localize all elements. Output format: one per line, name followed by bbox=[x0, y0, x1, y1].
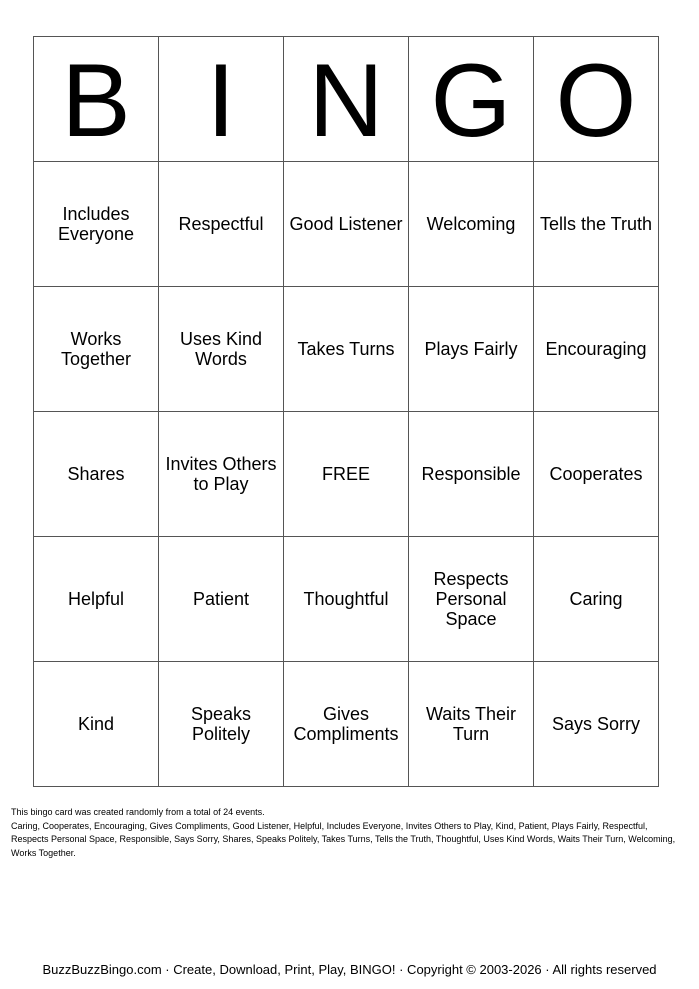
bingo-cell: Respects Personal Space bbox=[409, 537, 534, 662]
bingo-cell: Waits Their Turn bbox=[409, 662, 534, 787]
bingo-cell: Caring bbox=[534, 537, 659, 662]
bingo-cell: Invites Others to Play bbox=[159, 412, 284, 537]
bingo-cell: Good Listener bbox=[284, 162, 409, 287]
bingo-cell: Patient bbox=[159, 537, 284, 662]
bingo-cell: Speaks Politely bbox=[159, 662, 284, 787]
bingo-cell: Uses Kind Words bbox=[159, 287, 284, 412]
bingo-row bbox=[34, 537, 659, 662]
bingo-cell: Takes Turns bbox=[284, 287, 409, 412]
bingo-cell: Kind bbox=[34, 662, 159, 787]
bingo-cell: Welcoming bbox=[409, 162, 534, 287]
bingo-cell: Encouraging bbox=[534, 287, 659, 412]
header-letter-b: B bbox=[34, 37, 159, 162]
header-letter-o: O bbox=[534, 37, 659, 162]
bingo-cell: Respectful bbox=[159, 162, 284, 287]
bingo-cell: Cooperates bbox=[534, 412, 659, 537]
card-info bbox=[11, 806, 683, 860]
page-footer: BuzzBuzzBingo.com · Create, Download, Print, Play, BINGO! · Copyright © 2003-2026 · All rights reserved bbox=[42, 962, 657, 977]
bingo-cell: Includes Everyone bbox=[34, 162, 159, 287]
bingo-cell: Plays Fairly bbox=[409, 287, 534, 412]
bingo-cell: Shares bbox=[34, 412, 159, 537]
bingo-cell: Gives Compliments bbox=[284, 662, 409, 787]
bingo-row bbox=[34, 287, 659, 412]
bingo-header-row bbox=[34, 37, 659, 162]
bingo-cell: Responsible bbox=[409, 412, 534, 537]
bingo-row bbox=[34, 162, 659, 287]
header-letter-g: G bbox=[409, 37, 534, 162]
bingo-cell: Works Together bbox=[34, 287, 159, 412]
header-letter-n: N bbox=[284, 37, 409, 162]
bingo-cell: Tells the Truth bbox=[534, 162, 659, 287]
bingo-row bbox=[34, 662, 659, 787]
bingo-row bbox=[34, 412, 659, 537]
bingo-cell: Thoughtful bbox=[284, 537, 409, 662]
card-info-events-list: Caring, Cooperates, Encouraging, Gives Compliments, Good Listener, Helpful, Includes Everyone, Invites Others to Play, Kind, Patient, Plays Fairly, Respectful, Respects Personal Space, Responsible, Says Sorry, Shares, Speaks Politely, Takes Turns, Tells the Truth, Thoughtful, Uses Kind Words, Waits Their Turn, Welcoming, Works Together. bbox=[11, 820, 676, 858]
bingo-card bbox=[33, 36, 659, 787]
bingo-cell: Helpful bbox=[34, 537, 159, 662]
card-info-summary: This bingo card was created randomly from a total of 24 events. bbox=[11, 807, 265, 817]
free-space-cell: FREE bbox=[284, 412, 409, 537]
bingo-cell: Says Sorry bbox=[534, 662, 659, 787]
header-letter-i: I bbox=[159, 37, 284, 162]
